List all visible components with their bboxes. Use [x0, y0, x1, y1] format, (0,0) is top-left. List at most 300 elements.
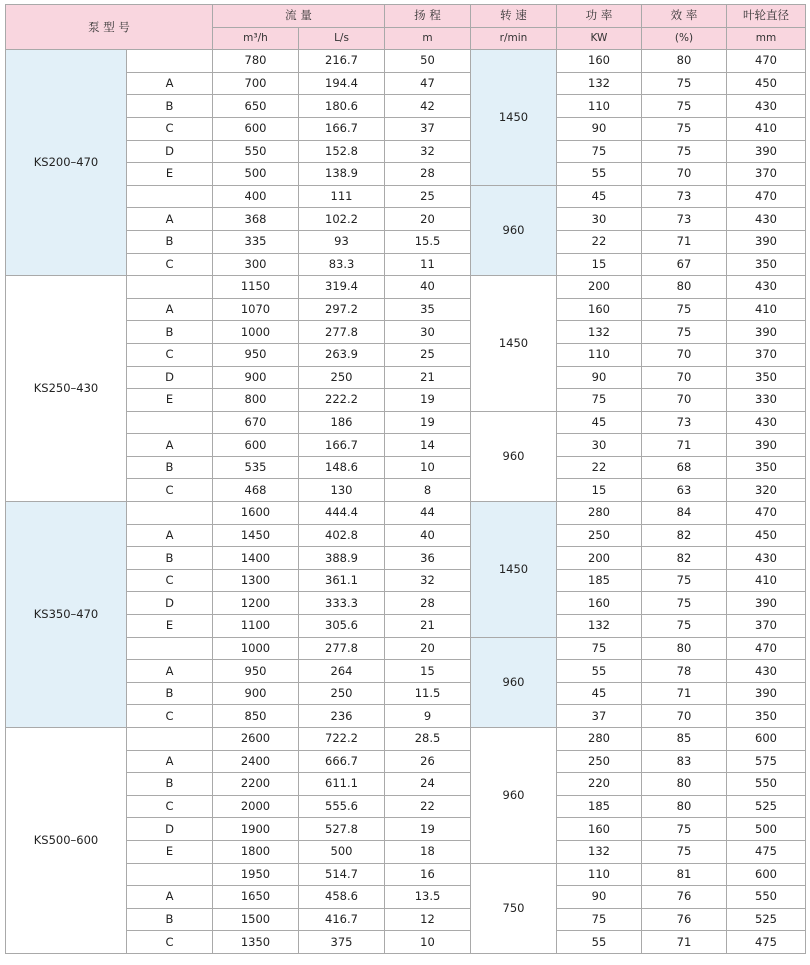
efficiency-cell: 83 [642, 750, 727, 773]
variant-cell: E [127, 389, 213, 412]
efficiency-cell: 75 [642, 117, 727, 140]
head-cell: 36 [385, 547, 471, 570]
efficiency-cell: 80 [642, 773, 727, 796]
power-cell: 55 [557, 163, 642, 186]
flow-ls-cell: 93 [299, 230, 385, 253]
variant-cell: B [127, 456, 213, 479]
impeller-cell: 470 [727, 50, 806, 73]
flow-m3h-cell: 300 [213, 253, 299, 276]
variant-cell: A [127, 886, 213, 909]
impeller-cell: 410 [727, 117, 806, 140]
flow-m3h-cell: 1300 [213, 569, 299, 592]
speed-cell: 1450 [471, 276, 557, 412]
variant-cell [127, 728, 213, 751]
variant-cell: B [127, 908, 213, 931]
efficiency-cell: 76 [642, 886, 727, 909]
variant-cell: A [127, 750, 213, 773]
pump-spec-table [5, 4, 806, 954]
flow-ls-cell: 444.4 [299, 502, 385, 525]
impeller-cell: 390 [727, 434, 806, 457]
flow-m3h-cell: 1600 [213, 502, 299, 525]
flow-m3h-cell: 1000 [213, 637, 299, 660]
head-cell: 8 [385, 479, 471, 502]
flow-m3h-cell: 1950 [213, 863, 299, 886]
power-cell: 15 [557, 479, 642, 502]
flow-m3h-cell: 1150 [213, 276, 299, 299]
impeller-cell: 350 [727, 366, 806, 389]
flow-m3h-cell: 900 [213, 682, 299, 705]
impeller-cell: 470 [727, 185, 806, 208]
power-cell: 160 [557, 298, 642, 321]
flow-ls-unit: L/s [299, 27, 385, 50]
flow-m3h-cell: 1200 [213, 592, 299, 615]
head-cell: 20 [385, 208, 471, 231]
flow-m3h-cell: 1400 [213, 547, 299, 570]
power-cell: 280 [557, 502, 642, 525]
flow-ls-cell: 458.6 [299, 886, 385, 909]
flow-m3h-cell: 1500 [213, 908, 299, 931]
impeller-cell: 370 [727, 615, 806, 638]
table-row [6, 502, 806, 525]
flow-m3h-cell: 670 [213, 411, 299, 434]
variant-cell: A [127, 660, 213, 683]
flow-ls-cell: 236 [299, 705, 385, 728]
flow-ls-cell: 388.9 [299, 547, 385, 570]
flow-m3h-cell: 1350 [213, 931, 299, 954]
efficiency-cell: 80 [642, 276, 727, 299]
model-header: 泵 型 号 [6, 5, 213, 50]
impeller-cell: 350 [727, 456, 806, 479]
power-cell: 45 [557, 185, 642, 208]
flow-ls-cell: 666.7 [299, 750, 385, 773]
flow-m3h-cell: 468 [213, 479, 299, 502]
efficiency-cell: 80 [642, 637, 727, 660]
power-cell: 30 [557, 434, 642, 457]
head-cell: 44 [385, 502, 471, 525]
flow-ls-cell: 527.8 [299, 818, 385, 841]
efficiency-cell: 76 [642, 908, 727, 931]
efficiency-cell: 75 [642, 592, 727, 615]
power-cell: 132 [557, 72, 642, 95]
power-cell: 90 [557, 117, 642, 140]
head-cell: 19 [385, 818, 471, 841]
variant-cell: D [127, 818, 213, 841]
flow-m3h-cell: 650 [213, 95, 299, 118]
head-cell: 40 [385, 276, 471, 299]
variant-cell [127, 863, 213, 886]
variant-cell: B [127, 230, 213, 253]
flow-m3h-cell: 1650 [213, 886, 299, 909]
power-cell: 185 [557, 795, 642, 818]
head-cell: 25 [385, 185, 471, 208]
flow-m3h-cell: 2200 [213, 773, 299, 796]
variant-cell: E [127, 163, 213, 186]
impeller-cell: 430 [727, 547, 806, 570]
power-cell: 75 [557, 908, 642, 931]
variant-cell: A [127, 524, 213, 547]
flow-m3h-cell: 950 [213, 343, 299, 366]
flow-ls-cell: 138.9 [299, 163, 385, 186]
head-cell: 15.5 [385, 230, 471, 253]
variant-cell [127, 637, 213, 660]
power-cell: 160 [557, 592, 642, 615]
model-cell: KS250–430 [6, 276, 127, 502]
variant-cell: A [127, 208, 213, 231]
impeller-cell: 370 [727, 343, 806, 366]
variant-cell: B [127, 95, 213, 118]
spec-body [6, 50, 806, 954]
variant-cell: E [127, 840, 213, 863]
variant-cell: B [127, 321, 213, 344]
efficiency-cell: 75 [642, 840, 727, 863]
power-header: 功 率 [557, 5, 642, 28]
flow-ls-cell: 319.4 [299, 276, 385, 299]
model-cell: KS350–470 [6, 502, 127, 728]
head-cell: 32 [385, 140, 471, 163]
table-row [6, 50, 806, 73]
flow-ls-cell: 402.8 [299, 524, 385, 547]
power-cell: 280 [557, 728, 642, 751]
power-cell: 45 [557, 411, 642, 434]
head-unit: m [385, 27, 471, 50]
power-cell: 250 [557, 524, 642, 547]
flow-ls-cell: 555.6 [299, 795, 385, 818]
head-cell: 40 [385, 524, 471, 547]
power-cell: 185 [557, 569, 642, 592]
efficiency-cell: 70 [642, 366, 727, 389]
flow-m3h-cell: 1070 [213, 298, 299, 321]
flow-ls-cell: 264 [299, 660, 385, 683]
impeller-cell: 430 [727, 208, 806, 231]
flow-ls-cell: 180.6 [299, 95, 385, 118]
impeller-cell: 475 [727, 931, 806, 954]
head-cell: 50 [385, 50, 471, 73]
power-cell: 132 [557, 615, 642, 638]
head-cell: 14 [385, 434, 471, 457]
efficiency-cell: 70 [642, 163, 727, 186]
head-cell: 24 [385, 773, 471, 796]
impeller-cell: 410 [727, 569, 806, 592]
power-cell: 37 [557, 705, 642, 728]
header-row [6, 5, 806, 28]
flow-m3h-cell: 1900 [213, 818, 299, 841]
impeller-cell: 550 [727, 773, 806, 796]
impeller-unit: mm [727, 27, 806, 50]
efficiency-cell: 75 [642, 72, 727, 95]
impeller-cell: 470 [727, 637, 806, 660]
flow-ls-cell: 514.7 [299, 863, 385, 886]
efficiency-cell: 71 [642, 931, 727, 954]
model-cell: KS200–470 [6, 50, 127, 276]
variant-cell: D [127, 592, 213, 615]
variant-cell: C [127, 117, 213, 140]
variant-cell: C [127, 343, 213, 366]
impeller-cell: 390 [727, 682, 806, 705]
flow-ls-cell: 148.6 [299, 456, 385, 479]
impeller-cell: 390 [727, 321, 806, 344]
power-cell: 90 [557, 366, 642, 389]
impeller-cell: 600 [727, 728, 806, 751]
flow-m3h-cell: 700 [213, 72, 299, 95]
impeller-cell: 575 [727, 750, 806, 773]
efficiency-cell: 70 [642, 343, 727, 366]
flow-ls-cell: 194.4 [299, 72, 385, 95]
impeller-cell: 350 [727, 705, 806, 728]
flow-ls-cell: 297.2 [299, 298, 385, 321]
efficiency-cell: 71 [642, 434, 727, 457]
impeller-cell: 450 [727, 72, 806, 95]
impeller-cell: 470 [727, 502, 806, 525]
power-cell: 75 [557, 637, 642, 660]
power-cell: 110 [557, 863, 642, 886]
head-cell: 12 [385, 908, 471, 931]
flow-ls-cell: 186 [299, 411, 385, 434]
impeller-cell: 525 [727, 908, 806, 931]
head-cell: 19 [385, 389, 471, 412]
flow-m3h-cell: 2600 [213, 728, 299, 751]
power-cell: 132 [557, 840, 642, 863]
variant-cell: B [127, 773, 213, 796]
flow-ls-cell: 416.7 [299, 908, 385, 931]
flow-m3h-cell: 400 [213, 185, 299, 208]
variant-cell: C [127, 795, 213, 818]
head-cell: 47 [385, 72, 471, 95]
flow-ls-cell: 722.2 [299, 728, 385, 751]
head-cell: 19 [385, 411, 471, 434]
variant-cell: A [127, 298, 213, 321]
variant-cell [127, 185, 213, 208]
flow-ls-cell: 500 [299, 840, 385, 863]
variant-cell: D [127, 140, 213, 163]
flow-ls-cell: 375 [299, 931, 385, 954]
power-cell: 45 [557, 682, 642, 705]
power-cell: 220 [557, 773, 642, 796]
speed-cell: 960 [471, 411, 557, 501]
head-cell: 22 [385, 795, 471, 818]
impeller-cell: 410 [727, 298, 806, 321]
head-cell: 35 [385, 298, 471, 321]
flow-ls-cell: 166.7 [299, 434, 385, 457]
efficiency-cell: 75 [642, 298, 727, 321]
head-cell: 9 [385, 705, 471, 728]
flow-ls-cell: 102.2 [299, 208, 385, 231]
power-cell: 200 [557, 547, 642, 570]
efficiency-cell: 82 [642, 547, 727, 570]
flow-m3h-cell: 1000 [213, 321, 299, 344]
flow-m3h-cell: 368 [213, 208, 299, 231]
head-cell: 28 [385, 592, 471, 615]
head-cell: 20 [385, 637, 471, 660]
variant-cell: B [127, 682, 213, 705]
efficiency-cell: 75 [642, 321, 727, 344]
flow-ls-cell: 111 [299, 185, 385, 208]
speed-unit: r/min [471, 27, 557, 50]
efficiency-cell: 75 [642, 95, 727, 118]
efficiency-cell: 75 [642, 140, 727, 163]
efficiency-cell: 67 [642, 253, 727, 276]
efficiency-cell: 70 [642, 705, 727, 728]
flow-m3h-cell: 950 [213, 660, 299, 683]
flow-ls-cell: 250 [299, 366, 385, 389]
impeller-cell: 550 [727, 886, 806, 909]
efficiency-cell: 80 [642, 50, 727, 73]
power-cell: 90 [557, 886, 642, 909]
table-row [6, 276, 806, 299]
impeller-cell: 430 [727, 95, 806, 118]
variant-cell: C [127, 705, 213, 728]
efficiency-cell: 71 [642, 682, 727, 705]
efficiency-cell: 80 [642, 795, 727, 818]
impeller-cell: 370 [727, 163, 806, 186]
speed-cell: 960 [471, 728, 557, 864]
variant-cell: D [127, 366, 213, 389]
flow-ls-cell: 250 [299, 682, 385, 705]
flow-ls-cell: 222.2 [299, 389, 385, 412]
flow-m3h-cell: 335 [213, 230, 299, 253]
head-cell: 26 [385, 750, 471, 773]
speed-cell: 750 [471, 863, 557, 953]
impeller-cell: 430 [727, 660, 806, 683]
flow-ls-cell: 333.3 [299, 592, 385, 615]
efficiency-cell: 68 [642, 456, 727, 479]
power-cell: 55 [557, 931, 642, 954]
flow-ls-cell: 152.8 [299, 140, 385, 163]
efficiency-cell: 78 [642, 660, 727, 683]
power-cell: 250 [557, 750, 642, 773]
efficiency-cell: 75 [642, 615, 727, 638]
flow-ls-cell: 263.9 [299, 343, 385, 366]
head-cell: 13.5 [385, 886, 471, 909]
impeller-cell: 430 [727, 411, 806, 434]
flow-ls-cell: 361.1 [299, 569, 385, 592]
head-cell: 10 [385, 456, 471, 479]
efficiency-cell: 82 [642, 524, 727, 547]
flow-m3h-cell: 2000 [213, 795, 299, 818]
efficiency-cell: 85 [642, 728, 727, 751]
variant-cell: C [127, 479, 213, 502]
head-cell: 18 [385, 840, 471, 863]
head-cell: 42 [385, 95, 471, 118]
power-cell: 22 [557, 230, 642, 253]
efficiency-cell: 73 [642, 411, 727, 434]
impeller-cell: 475 [727, 840, 806, 863]
flow-m3h-cell: 800 [213, 389, 299, 412]
flow-m3h-unit: m³/h [213, 27, 299, 50]
flow-ls-cell: 216.7 [299, 50, 385, 73]
table-row [6, 728, 806, 751]
power-unit: KW [557, 27, 642, 50]
head-cell: 32 [385, 569, 471, 592]
power-cell: 55 [557, 660, 642, 683]
variant-cell: B [127, 547, 213, 570]
speed-cell: 960 [471, 185, 557, 275]
flow-ls-cell: 611.1 [299, 773, 385, 796]
impeller-cell: 320 [727, 479, 806, 502]
impeller-cell: 600 [727, 863, 806, 886]
flow-ls-cell: 130 [299, 479, 385, 502]
impeller-cell: 450 [727, 524, 806, 547]
power-cell: 160 [557, 818, 642, 841]
power-cell: 132 [557, 321, 642, 344]
impeller-cell: 350 [727, 253, 806, 276]
flow-ls-cell: 277.8 [299, 637, 385, 660]
efficiency-cell: 71 [642, 230, 727, 253]
head-cell: 30 [385, 321, 471, 344]
flow-m3h-cell: 780 [213, 50, 299, 73]
head-cell: 15 [385, 660, 471, 683]
flow-m3h-cell: 900 [213, 366, 299, 389]
head-cell: 21 [385, 615, 471, 638]
power-cell: 200 [557, 276, 642, 299]
speed-header: 转 速 [471, 5, 557, 28]
power-cell: 110 [557, 343, 642, 366]
head-cell: 28 [385, 163, 471, 186]
power-cell: 30 [557, 208, 642, 231]
head-cell: 11.5 [385, 682, 471, 705]
power-cell: 75 [557, 389, 642, 412]
impeller-cell: 500 [727, 818, 806, 841]
flow-ls-cell: 166.7 [299, 117, 385, 140]
impeller-cell: 390 [727, 140, 806, 163]
head-cell: 37 [385, 117, 471, 140]
speed-cell: 960 [471, 637, 557, 727]
power-cell: 110 [557, 95, 642, 118]
flow-ls-cell: 305.6 [299, 615, 385, 638]
variant-cell [127, 276, 213, 299]
flow-header: 流 量 [213, 5, 385, 28]
power-cell: 22 [557, 456, 642, 479]
efficiency-cell: 75 [642, 818, 727, 841]
impeller-cell: 330 [727, 389, 806, 412]
head-cell: 21 [385, 366, 471, 389]
model-cell: KS500–600 [6, 728, 127, 954]
speed-cell: 1450 [471, 50, 557, 186]
impeller-cell: 390 [727, 592, 806, 615]
efficiency-cell: 84 [642, 502, 727, 525]
power-cell: 75 [557, 140, 642, 163]
variant-cell: A [127, 434, 213, 457]
head-header: 扬 程 [385, 5, 471, 28]
flow-m3h-cell: 850 [213, 705, 299, 728]
impeller-header: 叶轮直径 [727, 5, 806, 28]
head-cell: 11 [385, 253, 471, 276]
impeller-cell: 430 [727, 276, 806, 299]
impeller-cell: 525 [727, 795, 806, 818]
efficiency-cell: 81 [642, 863, 727, 886]
head-cell: 25 [385, 343, 471, 366]
efficiency-header: 效 率 [642, 5, 727, 28]
power-cell: 160 [557, 50, 642, 73]
flow-m3h-cell: 600 [213, 117, 299, 140]
variant-cell: E [127, 615, 213, 638]
variant-cell: C [127, 253, 213, 276]
efficiency-cell: 75 [642, 569, 727, 592]
flow-m3h-cell: 550 [213, 140, 299, 163]
variant-cell [127, 50, 213, 73]
head-cell: 10 [385, 931, 471, 954]
efficiency-unit: (%) [642, 27, 727, 50]
efficiency-cell: 70 [642, 389, 727, 412]
flow-m3h-cell: 1450 [213, 524, 299, 547]
flow-m3h-cell: 535 [213, 456, 299, 479]
variant-cell [127, 502, 213, 525]
speed-cell: 1450 [471, 502, 557, 638]
head-cell: 16 [385, 863, 471, 886]
flow-m3h-cell: 1100 [213, 615, 299, 638]
head-cell: 28.5 [385, 728, 471, 751]
efficiency-cell: 63 [642, 479, 727, 502]
flow-m3h-cell: 1800 [213, 840, 299, 863]
